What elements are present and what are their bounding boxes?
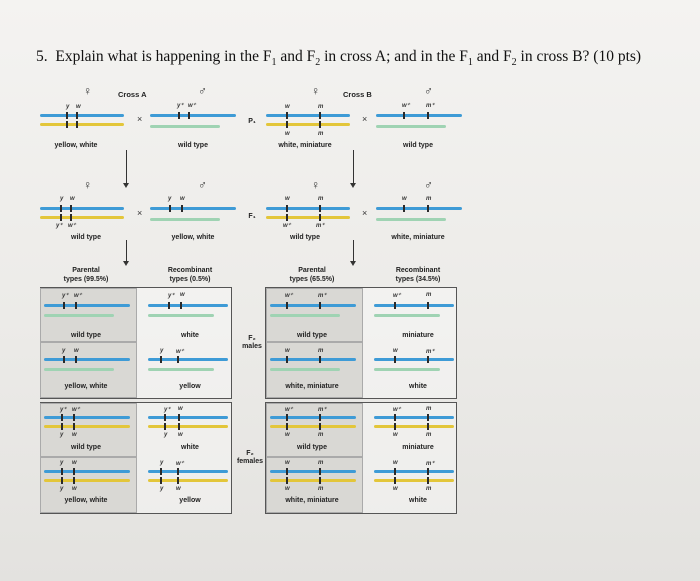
generation-label-f2-females: F₂ females — [236, 450, 264, 465]
f2-phenotype-label: miniature — [402, 332, 434, 339]
generation-label-f1: F₁ — [248, 213, 256, 220]
cross-a-f1-female-label: wild type — [71, 234, 101, 241]
arrow-down — [353, 240, 354, 262]
f2-phenotype-label: wild type — [297, 444, 327, 451]
cross-a-parental-header: Parental types (99.5%) — [63, 267, 109, 283]
f2-phenotype-label: wild type — [71, 332, 101, 339]
f2-phenotype-label: yellow, white — [64, 383, 108, 390]
offspring-cell — [40, 457, 137, 513]
cross-a-p1-female-label: yellow, white — [54, 142, 98, 149]
female-symbol: ♀ — [311, 84, 320, 98]
male-symbol: ♂ — [198, 84, 207, 98]
cross-b-title: Cross B — [343, 90, 372, 99]
cross-b-f1-male-label: white, miniature — [391, 234, 445, 241]
arrow-down — [353, 150, 354, 184]
generation-label-f2-males: F₂ males — [242, 335, 262, 350]
female-symbol: ♀ — [83, 178, 92, 192]
cross-a-title: Cross A — [118, 90, 147, 99]
cross-b-p1-female-label: white, miniature — [278, 142, 332, 149]
f2-phenotype-label: white — [409, 383, 427, 390]
f2-phenotype-label: wild type — [71, 444, 101, 451]
male-symbol: ♂ — [424, 178, 433, 192]
worksheet-page: 5. Explain what is happening in the $F_1$ and $F_2$ in cross A; and in the $F_1$ and $F_2$ in cross B? (10 pts) Cross A Cross B ♀ ♂ ♀ ♂ y w × y⁺ w⁺ P₁ w m w m × w⁺ m⁺ yellow, white wild type white, miniature wild type ♀ ♂ ♀ ♂ y w y⁺ w⁺ × y w F₁ w m w⁺ m⁺ × w m wild type yellow, white wild type white, miniature Parental types (99.5%) Recombinant types (0.5%) Parental types (65.5%) Recombinant types (34.5%) y⁺ w⁺ y⁺ w wild type white y w y w⁺ yellow, white yellow F₂ males w⁺ m⁺ w⁺ m wild type miniature w m w m⁺ white, miniature white y⁺ w⁺ y w y⁺ w y w wild type white y w y w y w⁺ y w yellow, white yellow F₂ females w⁺ m⁺ w m w⁺ m w m wild type miniature w m w m w m⁺ w m white, miniature white — [0, 0, 700, 581]
male-symbol: ♂ — [198, 178, 207, 192]
f2-phenotype-label: white — [409, 497, 427, 504]
male-symbol: ♂ — [424, 84, 433, 98]
f2-phenotype-label: wild type — [297, 332, 327, 339]
female-symbol: ♀ — [311, 178, 320, 192]
cross-a-recombinant-header: Recombinant types (0.5%) — [167, 267, 213, 283]
f2-phenotype-label: miniature — [402, 444, 434, 451]
question-text: 5. Explain what is happening in the $F_1$ and $F_2$ in cross A; and in the $F_1$ and $F_2$ in cross B? (10 pts) — [36, 48, 642, 69]
cross-a-p1-male-label: wild type — [178, 142, 208, 149]
f2-phenotype-label: white — [181, 332, 199, 339]
cross-a-f1-male-label: yellow, white — [171, 234, 215, 241]
generation-label-p1: P₁ — [248, 118, 256, 125]
cross-b-f1-female-label: wild type — [290, 234, 320, 241]
cross-symbol: × — [362, 208, 368, 218]
female-symbol: ♀ — [83, 84, 92, 98]
arrow-down — [126, 240, 127, 262]
f2-phenotype-label: white, miniature — [285, 497, 339, 504]
arrow-down — [126, 150, 127, 184]
f2-phenotype-label: yellow — [179, 497, 201, 504]
cross-b-parental-header: Parental types (65.5%) — [289, 267, 335, 283]
cross-symbol: × — [137, 208, 143, 218]
f2-phenotype-label: yellow, white — [64, 497, 108, 504]
cross-symbol: × — [137, 114, 143, 124]
f2-phenotype-label: white — [181, 444, 199, 451]
f2-phenotype-label: white, miniature — [285, 383, 339, 390]
offspring-cell — [266, 457, 363, 513]
cross-b-recombinant-header: Recombinant types (34.5%) — [395, 267, 441, 283]
f2-phenotype-label: yellow — [179, 383, 201, 390]
cross-b-p1-male-label: wild type — [403, 142, 433, 149]
cross-symbol: × — [362, 114, 368, 124]
